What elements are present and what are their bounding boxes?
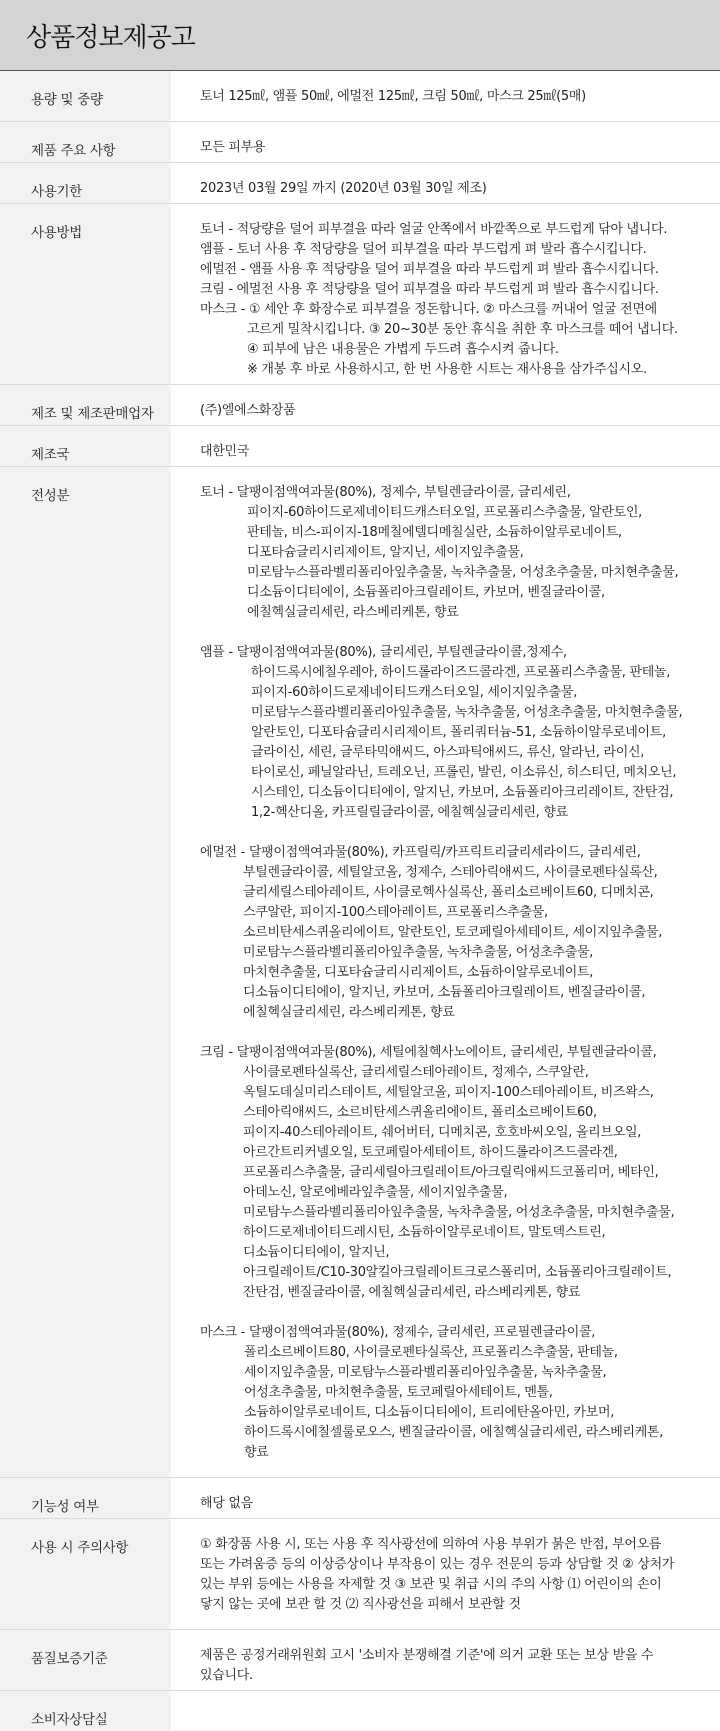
usage-line: 고르게 밀착시킵니다. ③ 20~30분 동안 휴식을 취한 후 마스크를 떼어 냅니다. — [247, 322, 678, 337]
row-functional — [0, 1478, 720, 1519]
ingredient-line: 에칠헥실글리세린, 라스베리케톤, 향료 — [243, 1005, 455, 1020]
ingredient-line: 디소듐이디티에이, 소듐폴리아크릴레이트, 카보머, 벤질글라이콜, — [247, 585, 605, 600]
usage-line: ④ 피부에 남은 내용물은 가볍게 두드려 흡수시켜 줍니다. — [247, 342, 559, 357]
title-bar — [0, 0, 720, 70]
quality-line: 제품은 공정거래위원회 고시 '소비자 분쟁해결 기준'에 의거 교환 또는 보상 받을 수 — [200, 1648, 654, 1663]
ingredient-line: 앰플 - 달팽이점액여과물(80%), 글리세린, 부틸렌글라이콜,정제수, — [200, 645, 567, 660]
row-expiry — [0, 163, 720, 204]
ingredient-line: 아크릴레이트/C10-30알킬아크릴레이트크로스폴리머, 소듐폴리아크릴레이트, — [243, 1265, 672, 1280]
row-skin-type — [0, 122, 720, 163]
row-caution — [0, 1519, 720, 1630]
ingredient-line: 크림 - 달팽이점액여과물(80%), 세틸에칠헥사노에이트, 글리세린, 부틸렌글라이콜, — [200, 1045, 657, 1060]
row-value: 모든 피부용 — [200, 140, 266, 155]
ingredient-line: 마치현추출물, 디포타슘글리시리제이트, 소듐하이알루로네이트, — [243, 965, 594, 980]
ingredient-line: 미로탐누스플라벨리폴리아잎추출물, 녹차추출물, 어성초추출물, 마치현추출물, — [247, 565, 679, 580]
ingredient-line: 디소듐이디티에이, 알지닌, — [243, 1245, 390, 1260]
ingredient-line: 마스크 - 달팽이점액여과물(80%), 정제수, 글리세린, 프로필렌글라이콜, — [200, 1325, 596, 1340]
ingredient-line: 하이드록시에칠셀룰로오스, 벤질글라이콜, 에칠헥실글리세린, 라스베리케톤, — [244, 1425, 664, 1440]
ingredient-line: 알란토인, 디포타슘글리시리제이트, 폴리쿼터늄-51, 소듐하이알루로네이트, — [251, 725, 666, 740]
row-capacity — [0, 71, 720, 122]
row-consult — [0, 1691, 720, 1731]
row-label: 용량 및 중량 — [0, 71, 171, 121]
row-value — [171, 467, 720, 1477]
ingredient-line: 1,2-헥산디올, 카프릴릴글라이콜, 에칠헥실글리세린, 향료 — [251, 805, 568, 820]
page-title: 상품정보제공고 — [26, 22, 195, 53]
row-ingredients — [0, 467, 720, 1478]
ingredient-block-toner — [200, 483, 710, 623]
ingredient-line: 시스테인, 디소듐이디티에이, 알지닌, 카보머, 소듐폴리아크리레이트, 잔탄검, — [251, 785, 674, 800]
ingredient-line: 향료 — [244, 1445, 269, 1460]
ingredient-line: 부틸렌글라이콜, 세틸알코올, 정제수, 스테아릭애씨드, 사이클로펜타실록산, — [243, 865, 658, 880]
product-info-table — [0, 70, 720, 1731]
caution-line: 닿지 않는 곳에 보관 할 것 ⑵ 직사광선을 피해서 보관할 것 — [200, 1597, 521, 1612]
ingredient-line: 옥틸도데실미리스테이트, 세틸알코올, 피이지-100스테아레이트, 비즈왁스, — [243, 1085, 654, 1100]
row-quality — [0, 1630, 720, 1691]
usage-line: 토너 - 적당량을 덜어 피부결을 따라 얼굴 안쪽에서 바깥쪽으로 부드럽게 닦아 냅니다. — [200, 222, 668, 237]
caution-line: 있는 부위 등에는 사용을 자제할 것 ③ 보관 및 취급 시의 주의 사항 ⑴ 어린이의 손이 — [200, 1577, 662, 1592]
row-maker — [0, 385, 720, 426]
ingredient-line: 토너 - 달팽이점액여과물(80%), 정제수, 부틸렌글라이콜, 글리세린, — [200, 485, 571, 500]
row-value — [171, 1630, 720, 1690]
usage-line: ※ 개봉 후 바로 사용하시고, 한 번 사용한 시트는 재사용을 삼가주십시오. — [247, 362, 647, 377]
row-country — [0, 426, 720, 467]
ingredient-line: 디포타슘글리시리제이트, 알지닌, 세이지잎추출물, — [247, 545, 524, 560]
ingredient-line: 폴리소르베이트80, 사이클로펜타실록산, 프로폴리스추출물, 판테놀, — [244, 1345, 618, 1360]
row-value: 해당 없음 — [200, 1496, 253, 1511]
ingredient-line: 세이지잎추출물, 미로탐누스플라벨리폴리아잎추출물, 녹차추출물, — [244, 1365, 607, 1380]
usage-line: 크림 - 에멀전 사용 후 적당량을 덜어 피부결을 따라 부드럽게 펴 발라 흡수시킵니다. — [200, 282, 659, 297]
ingredient-block-ampoule — [200, 643, 710, 823]
row-value — [171, 1519, 720, 1629]
ingredient-line: 타이로신, 페닐알라닌, 트레오닌, 프롤린, 발린, 이소류신, 히스티딘, 메치오닌, — [251, 765, 677, 780]
row-label: 제조국 — [0, 426, 171, 466]
ingredient-line: 미로탐누스플라벨리폴리아잎추출물, 녹차추출물, 어성초추출물, — [243, 945, 594, 960]
ingredient-block-cream — [200, 1043, 710, 1303]
row-label: 품질보증기준 — [0, 1630, 171, 1690]
ingredient-block-emulsion — [200, 843, 710, 1023]
ingredient-line: 프로폴리스추출물, 글리세릴아크릴레이트/아크릴릭애씨드코폴리머, 베타인, — [243, 1165, 659, 1180]
row-label: 사용방법 — [0, 204, 171, 384]
row-label: 사용기한 — [0, 163, 171, 203]
ingredient-line: 아르간트리커넬오일, 토코페릴아세테이트, 하이드롤라이즈드콜라겐, — [243, 1145, 618, 1160]
ingredient-line: 어성초추출물, 마치현추출물, 토코페릴아세테이트, 멘톨, — [244, 1385, 553, 1400]
row-value — [171, 1691, 720, 1731]
row-value: 대한민국 — [200, 444, 250, 459]
quality-line: 있습니다. — [200, 1668, 253, 1683]
row-label: 사용 시 주의사항 — [0, 1519, 171, 1629]
ingredient-line: 아데노신, 알로에베라잎추출물, 세이지잎추출물, — [243, 1185, 508, 1200]
ingredient-line: 미로탐누스플라벨리폴리아잎추출물, 녹차추출물, 어성초추출물, 마치현추출물, — [243, 1205, 675, 1220]
usage-line: 앰플 - 토너 사용 후 적당량을 덜어 피부결을 따라 부드럽게 펴 발라 흡수시킵니다. — [200, 242, 647, 257]
ingredient-line: 피이지-60하이드로제네이티드캐스터오일, 프로폴리스추출물, 알란토인, — [247, 505, 642, 520]
row-label: 제조 및 제조판매업자 — [0, 385, 171, 425]
ingredient-block-mask — [200, 1323, 710, 1463]
ingredient-line: 피이지-60하이드로제네이티드캐스터오일, 세이지잎추출물, — [251, 685, 578, 700]
row-label: 기능성 여부 — [0, 1478, 171, 1518]
ingredient-line: 스테아릭애씨드, 소르비탄세스퀴올리에이트, 폴리소르베이트60, — [243, 1105, 597, 1120]
ingredient-line: 글라이신, 세린, 글루타믹애씨드, 아스파틱애씨드, 류신, 알라닌, 라이신, — [251, 745, 645, 760]
row-usage — [0, 204, 720, 385]
ingredient-line: 피이지-40스테아레이트, 쉐어버터, 디메치콘, 호호바씨오일, 올리브오일, — [243, 1125, 642, 1140]
ingredient-line: 사이클로펜타실록산, 글리세릴스테아레이트, 정제수, 스쿠알란, — [243, 1065, 589, 1080]
caution-line: ① 화장품 사용 시, 또는 사용 후 직사광선에 의하여 사용 부위가 붉은 반점, 부어오름 — [200, 1537, 662, 1552]
ingredient-line: 글리세릴스테아레이트, 사이클로헥사실록산, 폴리소르베이트60, 디메치콘, — [243, 885, 654, 900]
ingredient-line: 하이드로제네이티드레시틴, 소듐하이알루로네이트, 말토덱스트린, — [243, 1225, 606, 1240]
ingredient-line: 디소듐이디티에이, 알지닌, 카보머, 소듐폴리아크릴레이트, 벤질글라이콜, — [243, 985, 646, 1000]
usage-line: 에멀전 - 앰플 사용 후 적당량을 덜어 피부결을 따라 부드럽게 펴 발라 흡수시킵니다. — [200, 262, 659, 277]
caution-line: 또는 가려움증 등의 이상증상이나 부작용이 있는 경우 전문의 등과 상담할 것 ② 상처가 — [200, 1557, 675, 1572]
row-value: 2023년 03월 29일 까지 (2020년 03월 30일 제조) — [200, 181, 487, 196]
ingredient-line: 에칠헥실글리세린, 라스베리케톤, 향료 — [247, 605, 459, 620]
row-value: 토너 125㎖, 앰플 50㎖, 에멀전 125㎖, 크림 50㎖, 마스크 25㎖(5매) — [200, 89, 586, 104]
row-label: 소비자상담실 — [0, 1691, 171, 1731]
row-label: 제품 주요 사항 — [0, 122, 171, 162]
ingredient-line: 소르비탄세스퀴올리에이트, 알란토인, 토코페릴아세테이트, 세이지잎추출물, — [243, 925, 663, 940]
ingredient-line: 하이드록시에칠우레아, 하이드롤라이즈드콜라겐, 프로폴리스추출물, 판테놀, — [251, 665, 671, 680]
row-value — [171, 204, 720, 384]
usage-line: 마스크 - ① 세안 후 화장수로 피부결을 정돈합니다. ② 마스크를 꺼내어 얼굴 전면에 — [200, 302, 657, 317]
ingredient-line: 미로탐누스플라벨리폴리아잎추출물, 녹차추출물, 어성초추출물, 마치현추출물, — [251, 705, 683, 720]
ingredient-line: 에멀전 - 달팽이점액여과물(80%), 카프릴릭/카프릭트리글리세라이드, 글리세린, — [200, 845, 641, 860]
ingredient-line: 소듐하이알루로네이트, 디소듐이디티에이, 트리에탄올아민, 카보머, — [244, 1405, 615, 1420]
row-label: 전성분 — [0, 467, 171, 1477]
ingredient-line: 스쿠알란, 피이지-100스테아레이트, 프로폴리스추출물, — [243, 905, 548, 920]
row-value: (주)엘에스화장품 — [200, 403, 296, 418]
ingredient-line: 판테놀, 비스-피이지-18메칠에텔디메칠실란, 소듐하이알루로네이트, — [247, 525, 622, 540]
ingredient-line: 잔탄검, 벤질글라이콜, 에칠헥실글리세린, 라스베리케톤, 향료 — [243, 1285, 581, 1300]
